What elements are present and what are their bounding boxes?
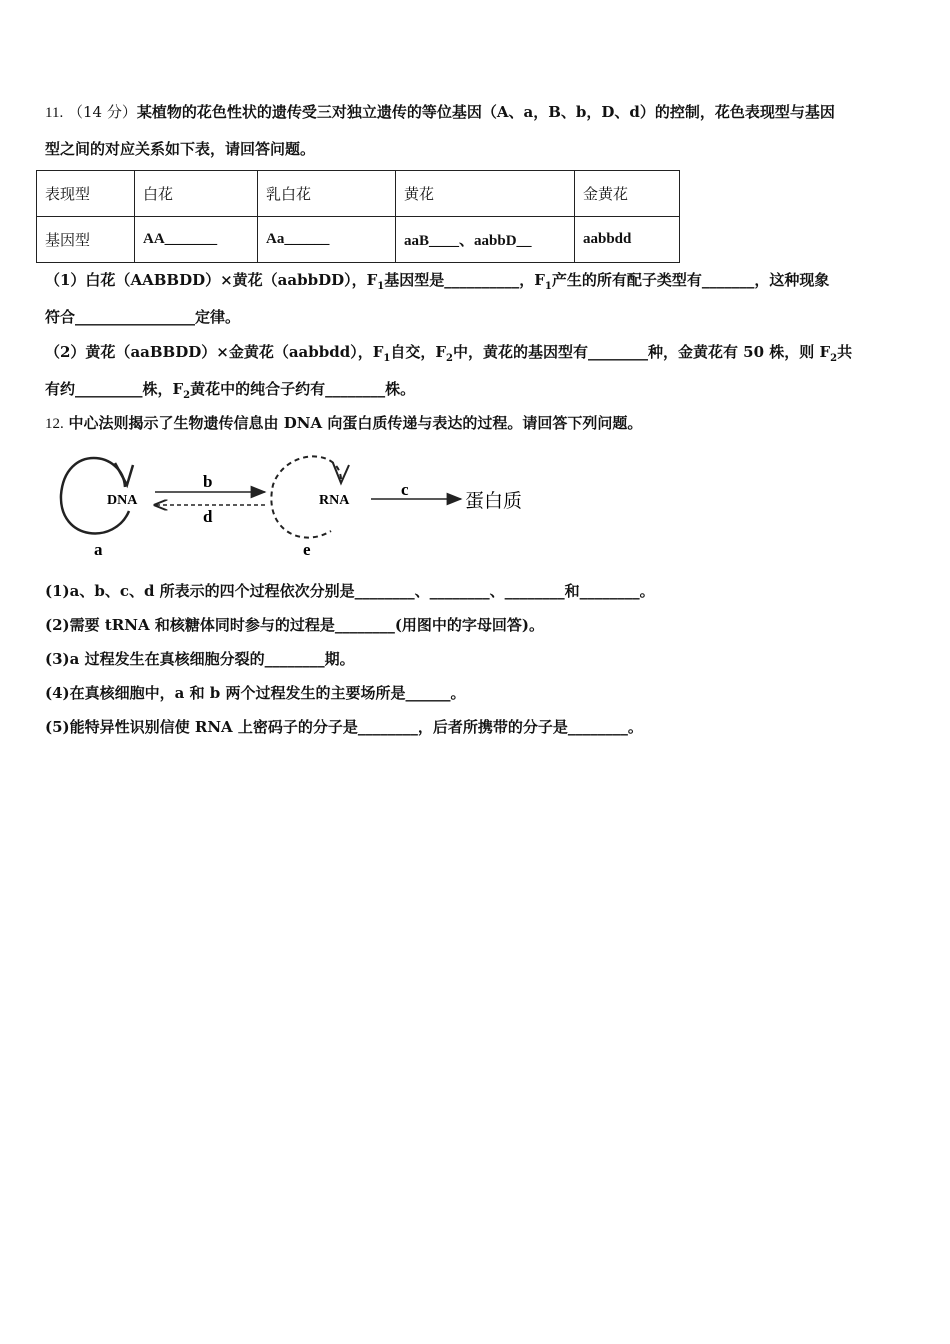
label-d: d [203,507,213,526]
subscript: 2 [445,353,453,364]
q11-sub1-line2: 符合________________定律。 [45,308,241,326]
table-cell: AA_______ [135,217,258,263]
q11-sub2-line1 [45,342,852,369]
q11-sub2-text-f: 黄花中的纯合子约有________株。 [190,380,416,398]
q11-number: 11. [45,105,64,121]
q11-sub1-text-a: （1）白花（AABBDD）×黄花（aabbDD），F [45,271,378,289]
rna-replication-arrowhead [333,463,349,483]
q11-sub2-text-e: 有约_________株，F [45,380,184,398]
table-cell: aaB____、aabbD__ [396,217,575,263]
dna-label: DNA [107,493,138,508]
q11-score: （14 分） [67,103,137,121]
q11-stem-line1 [45,102,835,123]
central-dogma-diagram [45,445,565,567]
q12-question-2: (2)需要 tRNA 和核糖体同时参与的过程是________(用图中的字母回答)。 [45,616,545,634]
q12-stem [45,413,642,434]
label-b: b [203,472,213,491]
q12-question-4: (4)在真核细胞中，a 和 b 两个过程发生的主要场所是______。 [45,684,466,702]
q12-question-5: (5)能特异性识别信使 RNA 上密码子的分子是________，后者所携带的分子是________。 [45,718,643,736]
q11-sub2-text-c: 中，黄花的基因型有________种，金黄花有 50 株，则 F [452,343,831,361]
rna-label: RNA [319,493,350,508]
subscript: 2 [830,353,838,364]
table-cell: Aa______ [258,217,396,263]
subscript: 2 [183,390,191,401]
label-a: a [94,540,103,559]
q11-stem-text1: 某植物的花色性状的遗传受三对独立遗传的等位基因（A、a，B、b，D、d）的控制，花色表现型与基因 [136,103,835,121]
table-cell: aabbdd [575,217,680,263]
table-header-genotype: 基因型 [37,217,135,263]
table-cell: 金黄花 [575,171,680,217]
q11-sub2-line2 [45,379,415,406]
q11-sub1-line1 [45,270,829,297]
table-row [37,171,680,217]
table-header-phenotype: 表现型 [37,171,135,217]
table-row [37,217,680,263]
q11-sub2-text-d: 共 [837,343,853,361]
q11-sub2-text-b: 自交，F [390,343,446,361]
genotype-table [36,170,680,263]
table-cell: 黄花 [396,171,575,217]
q12-number: 12. [45,416,64,432]
table-cell: 乳白花 [258,171,396,217]
q11-sub1-text-b: 基因型是__________，F [384,271,545,289]
subscript: 1 [544,281,552,292]
protein-label: 蛋白质 [465,490,523,512]
q11-sub1-text-c: 产生的所有配子类型有_______，这种现象 [551,271,830,289]
table-cell: 白花 [135,171,258,217]
q11-sub2-text-a: （2）黄花（aaBBDD）×金黄花（aabbdd），F [45,343,384,361]
replication-arrowhead [115,463,133,485]
q12-question-3: (3)a 过程发生在真核细胞分裂的________期。 [45,650,355,668]
q11-stem-line2: 型之间的对应关系如下表，请回答问题。 [45,140,316,158]
q12-question-1: (1)a、b、c、d 所表示的四个过程依次分别是________、________、________和________。 [45,582,655,600]
subscript: 1 [377,281,385,292]
label-c: c [401,480,409,499]
subscript: 1 [383,353,391,364]
q12-stem-text: 中心法则揭示了生物遗传信息由 DNA 向蛋白质传递与表达的过程。请回答下列问题。 [68,414,643,432]
label-e: e [303,540,311,559]
